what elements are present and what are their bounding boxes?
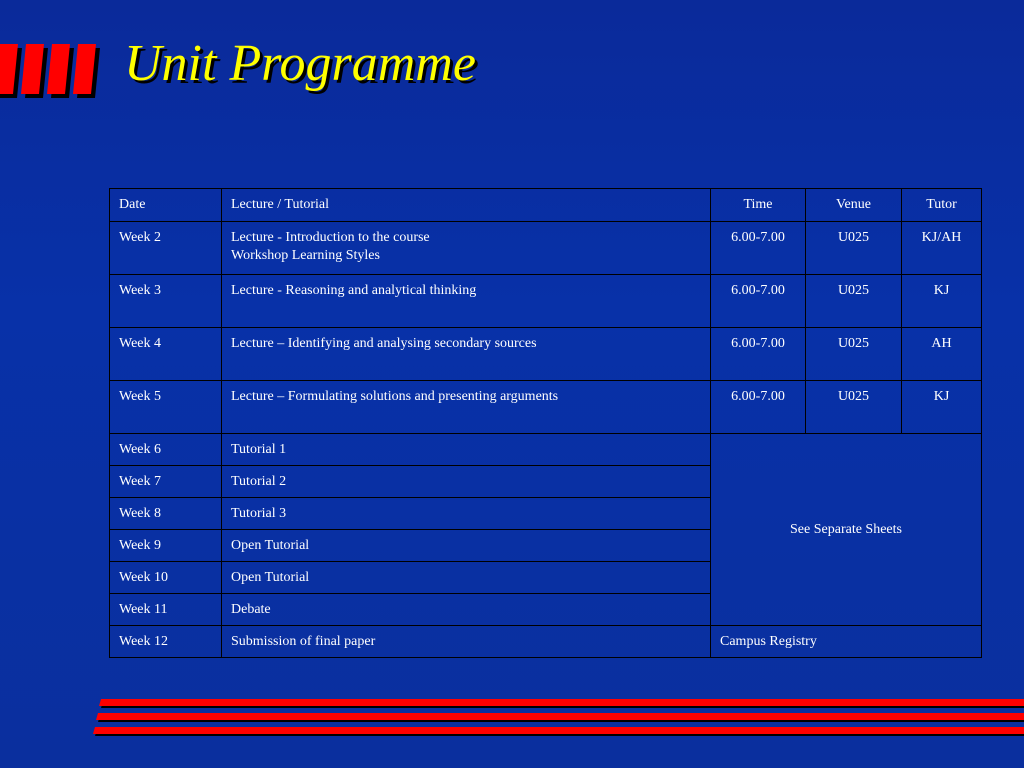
- separate-sheets-note: See Separate Sheets: [711, 434, 982, 626]
- table-row: [110, 275, 982, 328]
- header-date: Date: [110, 189, 222, 222]
- header-activity: Lecture / Tutorial: [222, 189, 711, 222]
- row-date: Week 3: [110, 275, 222, 328]
- row-activity: Lecture - Reasoning and analytical thinking: [222, 275, 711, 328]
- row-tutor: KJ: [902, 275, 982, 328]
- row-date: Week 6: [110, 434, 222, 466]
- row-venue: U025: [806, 381, 902, 434]
- row-venue: U025: [806, 222, 902, 275]
- row-date: Week 7: [110, 466, 222, 498]
- row-time: 6.00-7.00: [711, 381, 806, 434]
- row-activity-line: Workshop Learning Styles: [231, 248, 380, 263]
- row-activity: Lecture – Identifying and analysing secondary sources: [222, 328, 711, 381]
- row-date: Week 11: [110, 594, 222, 626]
- slide-title: Unit Programme: [124, 35, 476, 92]
- row-activity: Tutorial 3: [222, 498, 711, 530]
- row-date: Week 9: [110, 530, 222, 562]
- table-row: [110, 434, 982, 466]
- row-time: 6.00-7.00: [711, 328, 806, 381]
- row-time: 6.00-7.00: [711, 222, 806, 275]
- row-activity: Tutorial 1: [222, 434, 711, 466]
- row-date: Week 2: [110, 222, 222, 275]
- row-date: Week 5: [110, 381, 222, 434]
- title-stripes-decoration: [0, 44, 106, 98]
- row-tutor: KJ/AH: [902, 222, 982, 275]
- row-activity: Open Tutorial: [222, 530, 711, 562]
- table-row: [110, 222, 982, 275]
- header-tutor: Tutor: [902, 189, 982, 222]
- row-date: Week 12: [110, 626, 222, 658]
- row-time: 6.00-7.00: [711, 275, 806, 328]
- row-tutor: KJ: [902, 381, 982, 434]
- unit-programme-table: [109, 188, 982, 658]
- row-activity: Lecture – Formulating solutions and presenting arguments: [222, 381, 711, 434]
- row-venue: U025: [806, 328, 902, 381]
- row-activity: Debate: [222, 594, 711, 626]
- row-activity: [222, 222, 711, 275]
- header-time: Time: [711, 189, 806, 222]
- row-activity: Open Tutorial: [222, 562, 711, 594]
- row-date: Week 8: [110, 498, 222, 530]
- table-row: [110, 381, 982, 434]
- row-tutor: AH: [902, 328, 982, 381]
- table-row: [110, 626, 982, 658]
- campus-registry-cell: Campus Registry: [711, 626, 982, 658]
- header-venue: Venue: [806, 189, 902, 222]
- row-venue: U025: [806, 275, 902, 328]
- row-date: Week 10: [110, 562, 222, 594]
- table-header-row: [110, 189, 982, 222]
- table-row: [110, 328, 982, 381]
- bottom-stripes-decoration: [0, 698, 1024, 738]
- row-date: Week 4: [110, 328, 222, 381]
- row-activity: Submission of final paper: [222, 626, 711, 658]
- row-activity: Tutorial 2: [222, 466, 711, 498]
- row-activity-line: Lecture - Introduction to the course: [231, 230, 430, 245]
